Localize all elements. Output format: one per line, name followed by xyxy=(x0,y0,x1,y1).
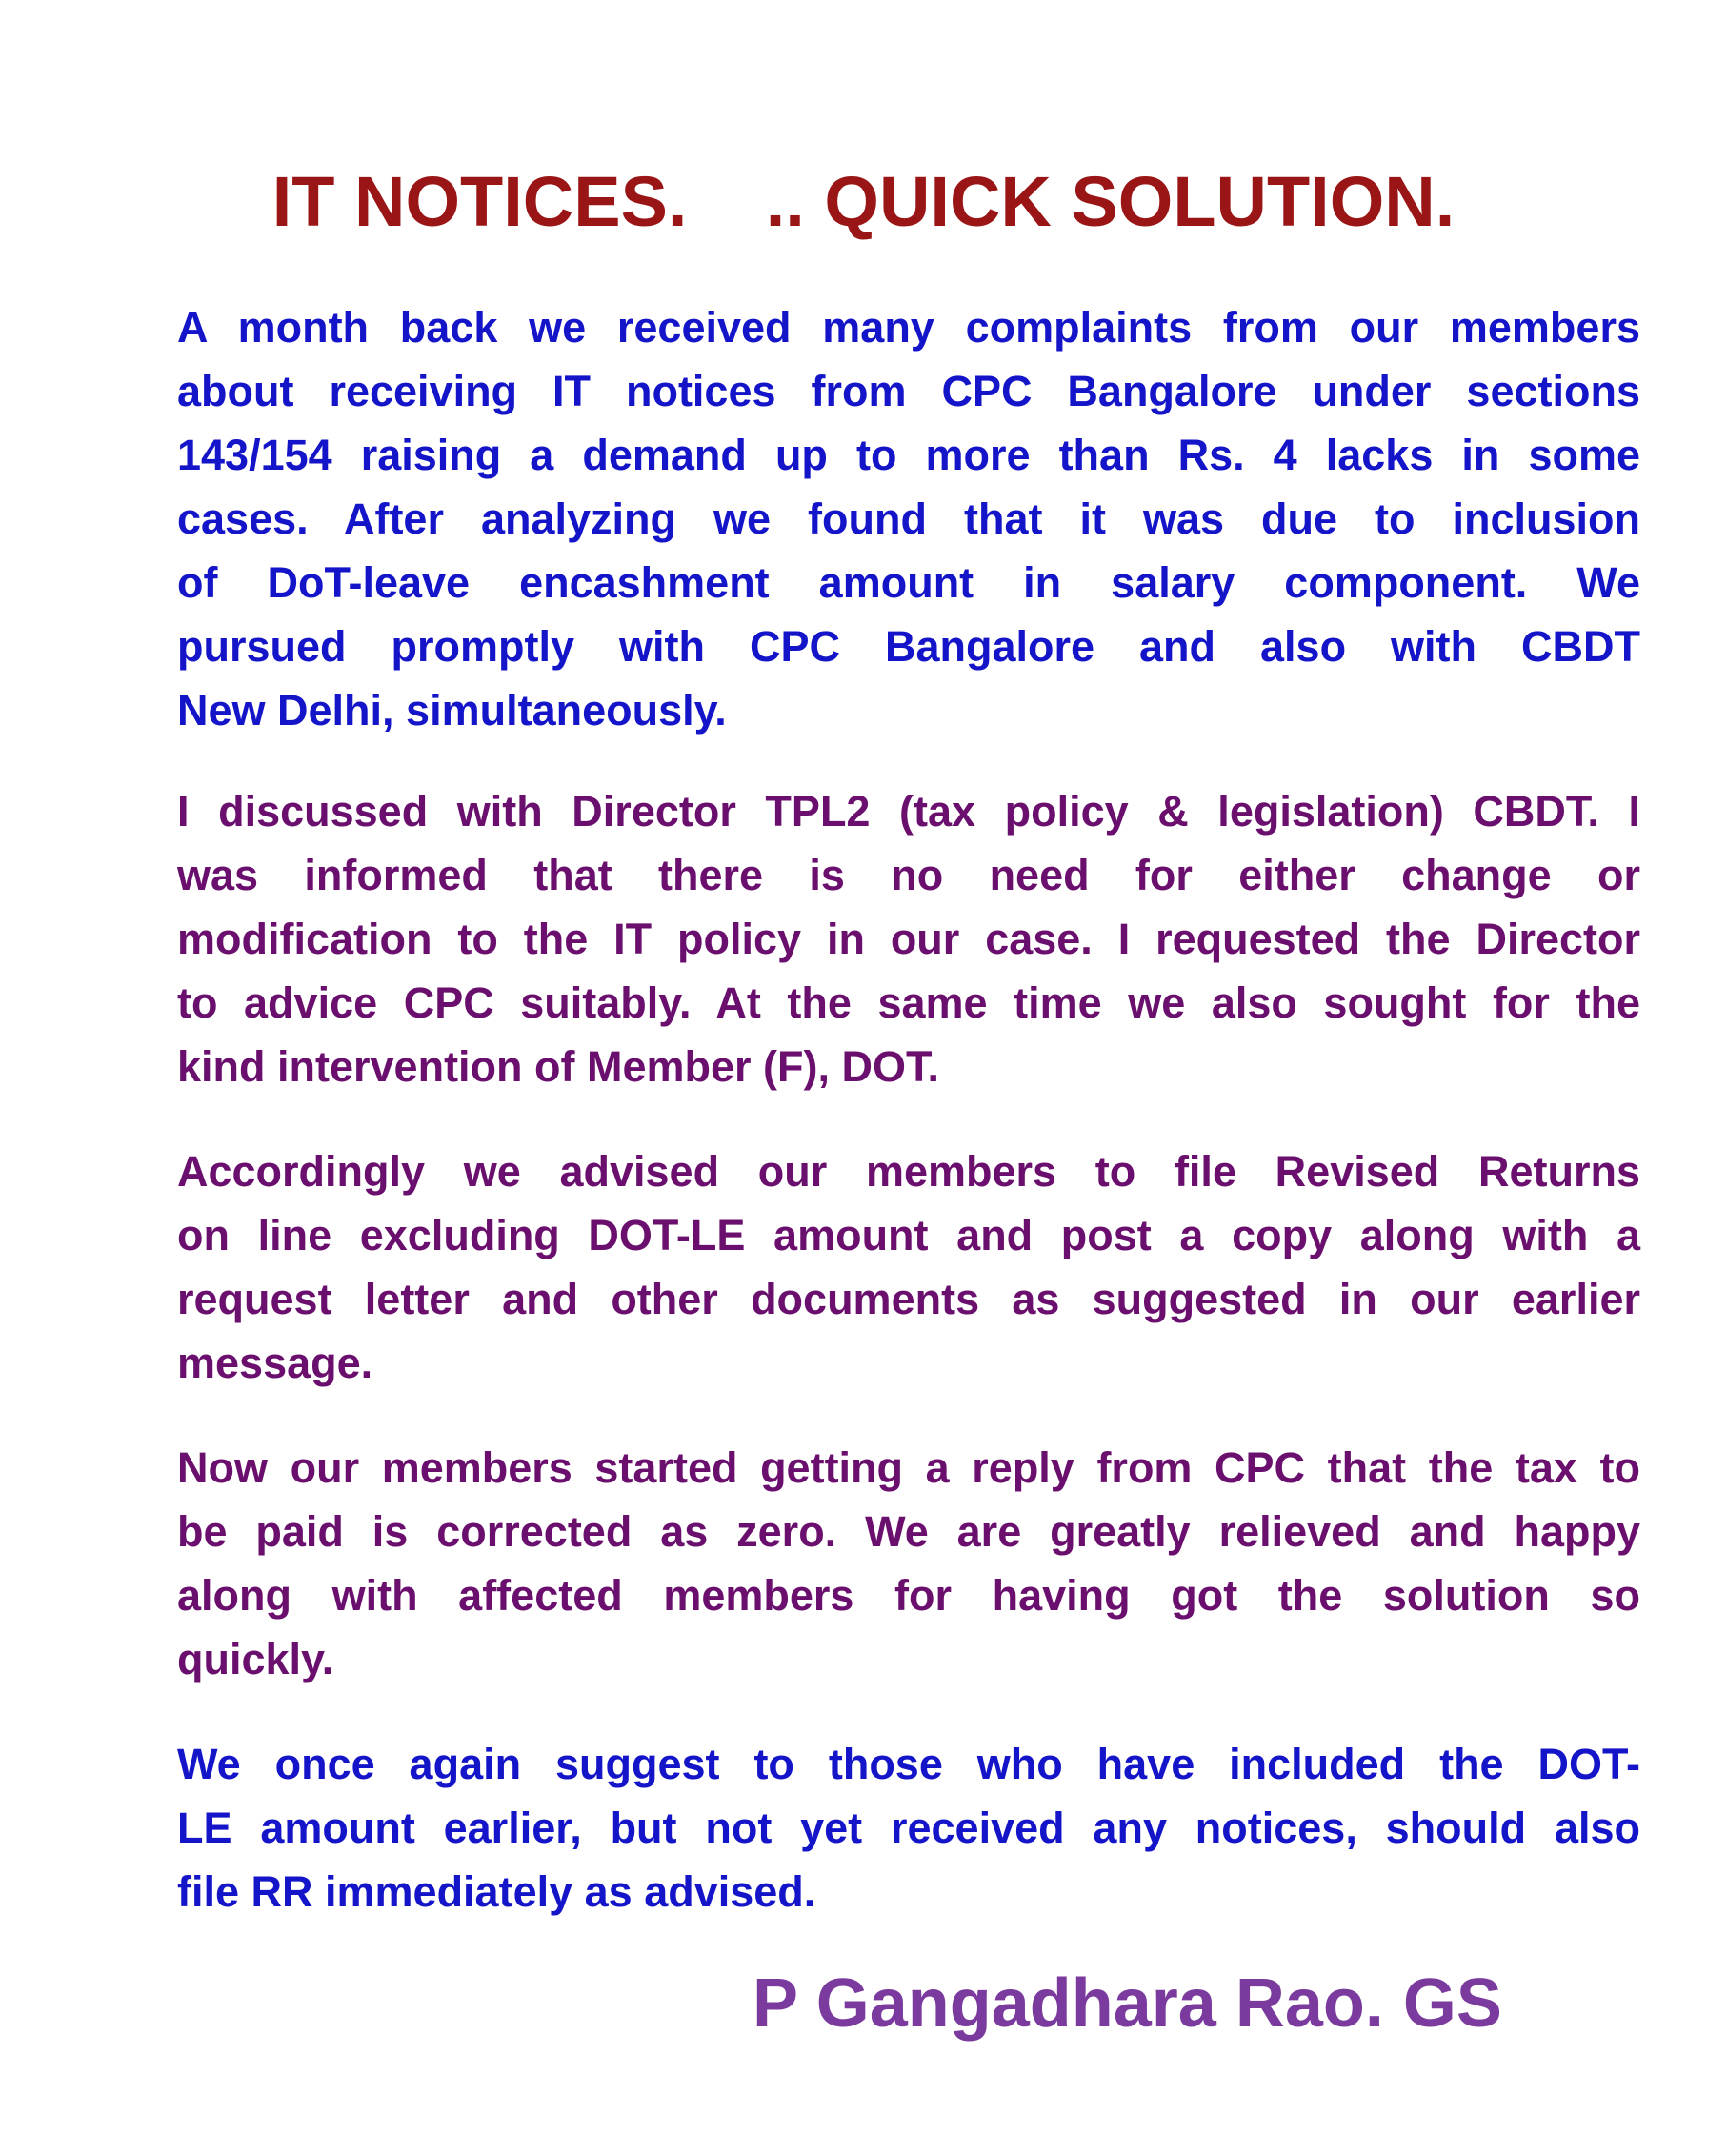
paragraph-line: We once again suggest to those who have included the DOT- xyxy=(177,1740,1640,1788)
paragraph-line: I discussed with Director TPL2 (tax policy & legislation) CBDT. I xyxy=(177,787,1640,836)
document-title: IT NOTICES. .. QUICK SOLUTION. xyxy=(271,162,1456,241)
signature: P Gangadhara Rao. GS xyxy=(753,1965,1502,2042)
paragraph-line: cases. After analyzing we found that it was due to inclusion xyxy=(177,494,1640,543)
paragraph-line: quickly. xyxy=(177,1635,334,1683)
paragraph-line: of DoT-leave encashment amount in salary component. We xyxy=(177,558,1640,607)
paragraph-4 xyxy=(177,1436,1640,1691)
paragraph-line: LE amount earlier, but not yet received any notices, should also xyxy=(177,1803,1640,1852)
paragraph-line: about receiving IT notices from CPC Bangalore under sections xyxy=(177,367,1640,415)
paragraph-line: New Delhi, simultaneously. xyxy=(177,686,727,735)
paragraph-line: along with affected members for having got the solution so xyxy=(177,1571,1640,1620)
paragraph-line: was informed that there is no need for either change or xyxy=(177,851,1640,899)
paragraph-line: be paid is corrected as zero. We are greatly relieved and happy xyxy=(177,1507,1640,1556)
paragraph-line: modification to the IT policy in our case. I requested the Director xyxy=(177,915,1640,963)
paragraph-5 xyxy=(177,1732,1640,1924)
paragraph-line: to advice CPC suitably. At the same time we also sought for the xyxy=(177,978,1640,1027)
paragraph-line: Now our members started getting a reply from CPC that the tax to xyxy=(177,1443,1640,1492)
paragraph-1 xyxy=(177,295,1640,742)
paragraph-line: request letter and other documents as suggested in our earlier xyxy=(177,1275,1640,1323)
paragraph-line: 143/154 raising a demand up to more than Rs. 4 lacks in some xyxy=(177,431,1640,479)
paragraph-line: Accordingly we advised our members to file Revised Returns xyxy=(177,1147,1640,1196)
paragraph-line: kind intervention of Member (F), DOT. xyxy=(177,1042,940,1091)
paragraph-line: message. xyxy=(177,1339,373,1387)
paragraph-3 xyxy=(177,1139,1640,1395)
paragraph-line: A month back we received many complaints from our members xyxy=(177,303,1640,352)
paragraph-2 xyxy=(177,779,1640,1098)
paragraph-line: file RR immediately as advised. xyxy=(177,1867,816,1916)
paragraph-line: pursued promptly with CPC Bangalore and also with CBDT xyxy=(177,622,1640,671)
paragraph-line: on line excluding DOT-LE amount and post a copy along with a xyxy=(177,1211,1640,1259)
